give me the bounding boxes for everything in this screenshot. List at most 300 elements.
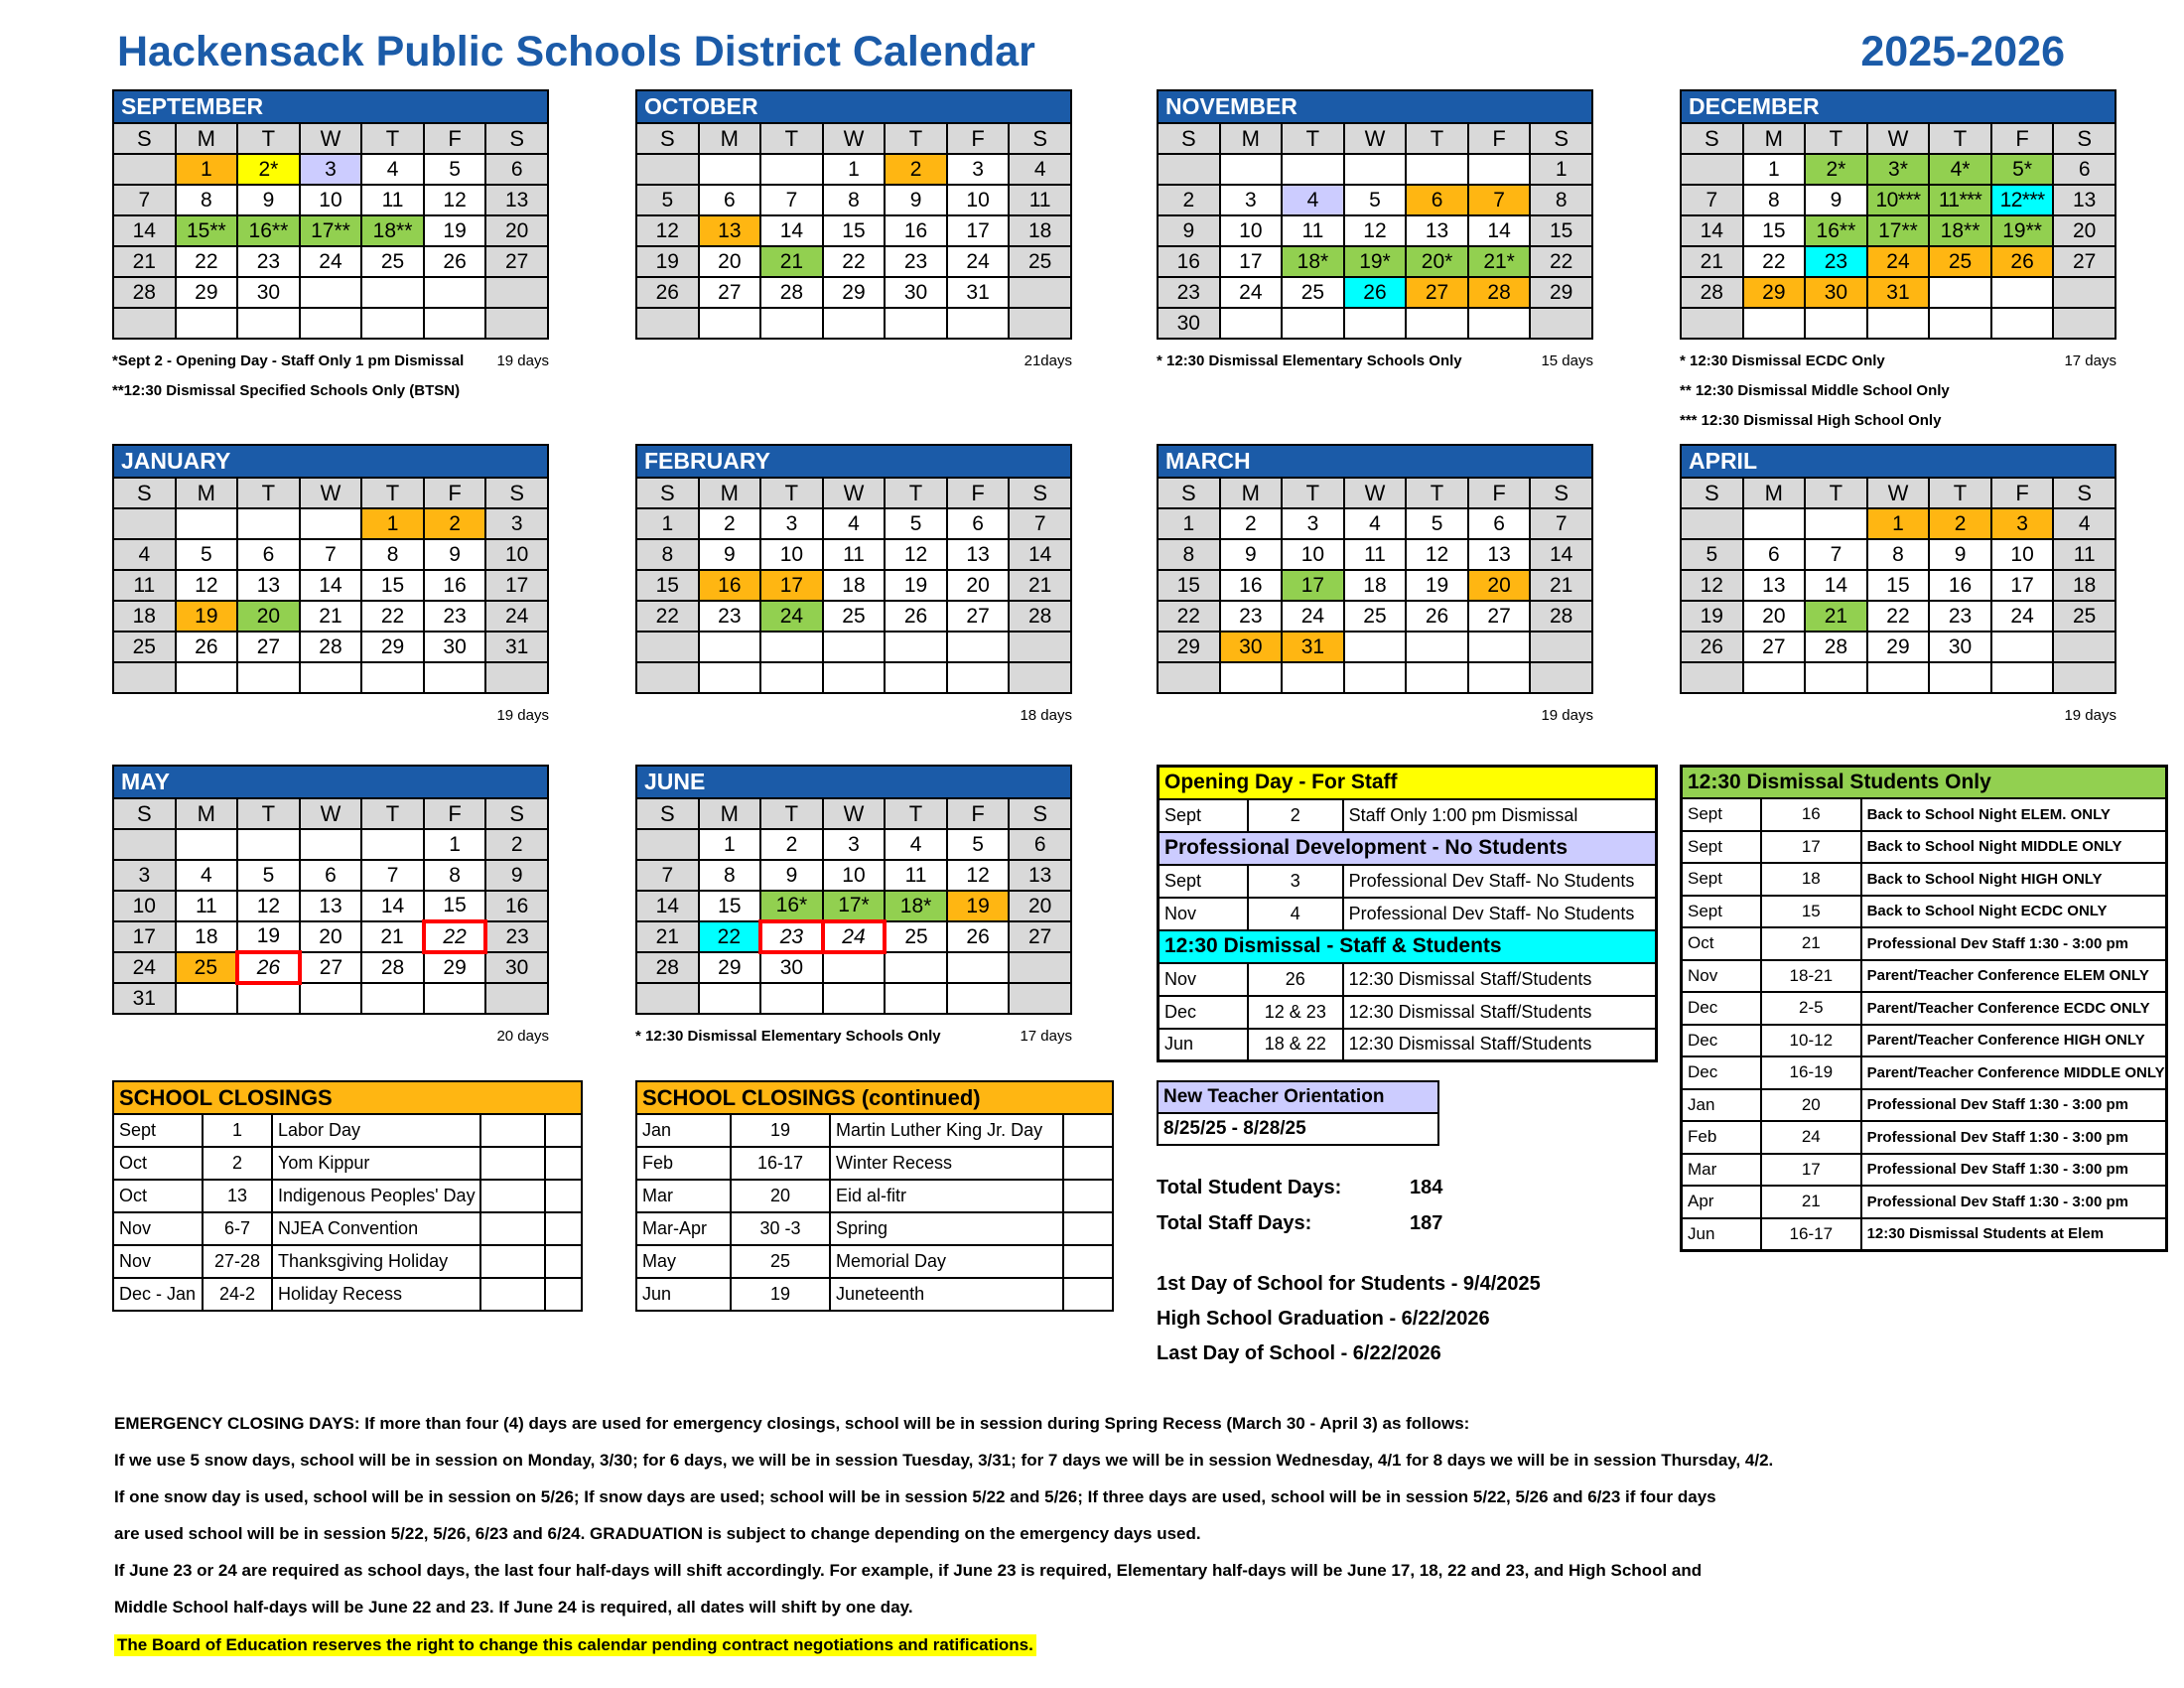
week-row [113, 983, 548, 1014]
day-cell: 29 [424, 952, 486, 983]
day-cell: 11 [1344, 539, 1407, 570]
day-cell: 30 [885, 277, 947, 308]
closing-description: Holiday Recess [272, 1278, 480, 1311]
day-cell [237, 829, 300, 860]
month-title: DECEMBER [1681, 90, 2116, 123]
event-month: Dec [1159, 996, 1249, 1029]
week-row [113, 154, 548, 185]
weekday-header-cell: T [361, 798, 424, 829]
day-cell [113, 508, 176, 539]
week-row [1158, 508, 1592, 539]
event-day: 16-17 [1761, 1218, 1861, 1251]
weekday-header-cell: M [1743, 123, 1806, 154]
day-cell [885, 952, 947, 983]
closings-title-row [113, 1081, 582, 1114]
event-description: Parent/Teacher Conference ECDC ONLY [1861, 992, 2167, 1025]
weekday-header-cell: M [699, 123, 761, 154]
day-cell [1009, 308, 1071, 339]
key-date: 1st Day of School for Students - 9/4/2025 [1157, 1273, 1541, 1295]
week-row [113, 662, 548, 693]
day-cell [237, 508, 300, 539]
day-cell: 31 [1282, 632, 1344, 662]
closing-day: 1 [203, 1114, 272, 1147]
event-day: 17 [1761, 1154, 1861, 1187]
week-row [636, 860, 1071, 891]
day-cell [699, 632, 761, 662]
event-description: Parent/Teacher Conference ELEM ONLY [1861, 960, 2167, 993]
day-cell: 5 [1344, 185, 1407, 215]
event-day: 16-19 [1761, 1056, 1861, 1089]
day-cell [885, 308, 947, 339]
day-cell: 2 [485, 829, 548, 860]
page-title: Hackensack Public Schools District Calendar [117, 28, 1035, 75]
staff-event-row [1159, 1029, 1657, 1061]
month-slot-june [635, 765, 1072, 1045]
day-cell: 22 [361, 601, 424, 632]
weekday-header-row [636, 123, 1071, 154]
day-cell: 19** [1991, 215, 2054, 246]
weekday-header-cell: W [1344, 478, 1407, 508]
event-description: Parent/Teacher Conference HIGH ONLY [1861, 1025, 2167, 1057]
month-calendar-february [635, 444, 1072, 694]
week-row [1158, 632, 1592, 662]
closing-description: Labor Day [272, 1114, 480, 1147]
empty-cell [1063, 1114, 1113, 1147]
staff-events-table [1157, 765, 1658, 1062]
month-days-count: 15 days [1541, 352, 1593, 369]
month-title: OCTOBER [636, 90, 1071, 123]
day-cell [636, 983, 699, 1014]
day-cell: 7 [1468, 185, 1531, 215]
day-cell: 21 [1681, 246, 1743, 277]
day-cell [1468, 308, 1531, 339]
day-cell [424, 277, 486, 308]
day-cell: 4 [1009, 154, 1071, 185]
event-day: 26 [1248, 963, 1343, 996]
weekday-header-cell: F [424, 798, 486, 829]
week-row [636, 891, 1071, 921]
month-note-text: * 12:30 Dismissal Elementary Schools Only [1157, 352, 1462, 369]
day-cell: 23 [885, 246, 947, 277]
day-cell: 11 [1282, 215, 1344, 246]
emergency-note-line: If June 23 or 24 are required as school days, the last four half-days will shift accordingly. For example, if June 23 is required, Elementary half-days will be June 17, 18, 22 and 23, and High School and [114, 1561, 1703, 1580]
weekday-header-cell: S [485, 798, 548, 829]
emergency-note-line: EMERGENCY CLOSING DAYS: If more than four (4) days are used for emergency closings, school will be in session during Spring Recess (March 30 - April 3) as follows: [114, 1414, 1470, 1433]
dismissal-row [1682, 798, 2167, 831]
day-cell [1220, 662, 1283, 693]
week-row [113, 891, 548, 921]
day-cell: 3 [823, 829, 886, 860]
day-cell [485, 277, 548, 308]
day-cell: 1 [1867, 508, 1930, 539]
day-cell: 20 [237, 601, 300, 632]
staff-event-row [1159, 996, 1657, 1029]
day-cell: 23 [424, 601, 486, 632]
day-cell: 20 [1743, 601, 1806, 632]
section-header: 12:30 Dismissal - Staff & Students [1159, 930, 1657, 963]
event-description: Professional Dev Staff 1:30 - 3:00 pm [1861, 1186, 2167, 1218]
board-note: The Board of Education reserves the right to change this calendar pending contract negotiations and ratifications. [114, 1634, 1036, 1656]
total-staff-days-label: Total Staff Days: [1157, 1212, 1312, 1234]
day-cell: 1 [636, 508, 699, 539]
day-cell [1805, 508, 1867, 539]
week-row [636, 508, 1071, 539]
weekday-header-cell: S [2053, 478, 2116, 508]
day-cell: 28 [113, 277, 176, 308]
event-description: Professional Dev Staff 1:30 - 3:00 pm [1861, 927, 2167, 960]
day-cell [424, 308, 486, 339]
day-cell [823, 662, 886, 693]
dismissal-row [1682, 863, 2167, 896]
closing-description: Spring [830, 1212, 1063, 1245]
event-day: 2-5 [1761, 992, 1861, 1025]
event-month: Sept [1682, 863, 1761, 896]
day-cell [699, 983, 761, 1014]
day-cell: 18 [176, 921, 238, 952]
day-cell: 18** [1929, 215, 1991, 246]
staff-event-row [1159, 898, 1657, 930]
event-day: 18 & 22 [1248, 1029, 1343, 1061]
week-row [636, 215, 1071, 246]
day-cell: 13 [237, 570, 300, 601]
event-day: 10-12 [1761, 1025, 1861, 1057]
month-days-count: 20 days [496, 1028, 549, 1045]
day-cell [699, 154, 761, 185]
day-cell: 11 [2053, 539, 2116, 570]
day-cell: 13 [1468, 539, 1531, 570]
dismissal-row [1682, 1089, 2167, 1122]
week-row [113, 185, 548, 215]
day-cell: 13 [1743, 570, 1806, 601]
day-cell: 25 [176, 952, 238, 983]
day-cell [947, 983, 1010, 1014]
day-cell [947, 952, 1010, 983]
day-cell [361, 662, 424, 693]
week-row [636, 154, 1071, 185]
day-cell [823, 308, 886, 339]
month-note [112, 1028, 549, 1045]
weekday-header-cell: W [1867, 478, 1930, 508]
event-day: 18 [1761, 863, 1861, 896]
week-row [113, 508, 548, 539]
day-cell [636, 662, 699, 693]
week-row [1158, 601, 1592, 632]
weekday-header-cell: W [300, 478, 362, 508]
weekday-header-cell: M [1220, 478, 1283, 508]
closing-day: 25 [731, 1245, 830, 1278]
closing-row [636, 1114, 1113, 1147]
day-cell: 19 [1681, 601, 1743, 632]
total-student-days [1157, 1177, 1534, 1199]
day-cell: 8 [1743, 185, 1806, 215]
day-cell [2053, 277, 2116, 308]
weekday-header-cell: F [1991, 123, 2054, 154]
week-row [636, 952, 1071, 983]
day-cell [885, 632, 947, 662]
weekday-header-cell: T [1406, 123, 1468, 154]
day-cell: 6 [1468, 508, 1531, 539]
month-slot-january [112, 444, 549, 724]
day-cell: 25 [1282, 277, 1344, 308]
day-cell [1282, 662, 1344, 693]
week-row [636, 662, 1071, 693]
closing-day: 24-2 [203, 1278, 272, 1311]
day-cell [1158, 154, 1220, 185]
day-cell: 20 [300, 921, 362, 952]
closings-table-el [635, 1080, 1114, 1312]
day-cell: 29 [176, 277, 238, 308]
day-cell: 21 [1530, 570, 1592, 601]
day-cell: 7 [1681, 185, 1743, 215]
month-days-count: 19 days [496, 352, 549, 369]
month-calendar-october [635, 89, 1072, 340]
event-description: Professional Dev Staff 1:30 - 3:00 pm [1861, 1154, 2167, 1187]
month-calendar-december [1680, 89, 2116, 340]
empty-cell [1063, 1147, 1113, 1180]
total-student-days-value: 184 [1410, 1177, 1443, 1198]
day-cell: 9 [1220, 539, 1283, 570]
day-cell [699, 662, 761, 693]
day-cell: 17 [113, 921, 176, 952]
day-cell: 14 [1530, 539, 1592, 570]
day-cell: 8 [1867, 539, 1930, 570]
staff-events-table-el [1157, 765, 1658, 1062]
day-cell: 10 [823, 860, 886, 891]
weekday-header-cell: T [1805, 478, 1867, 508]
day-cell: 28 [361, 952, 424, 983]
weekday-header-row [1158, 123, 1592, 154]
weekday-header-cell: T [1929, 478, 1991, 508]
day-cell: 30 [1220, 632, 1283, 662]
empty-cell [480, 1245, 545, 1278]
event-day: 12 & 23 [1248, 996, 1343, 1029]
day-cell [1468, 662, 1531, 693]
day-cell: 30 [1929, 632, 1991, 662]
event-description: Staff Only 1:00 pm Dismissal [1343, 799, 1657, 832]
weekday-header-cell: M [1743, 478, 1806, 508]
weekday-header-cell: T [760, 798, 823, 829]
month-title: SEPTEMBER [113, 90, 548, 123]
day-cell [1009, 277, 1071, 308]
day-cell [823, 952, 886, 983]
day-cell: 5 [424, 154, 486, 185]
emergency-notes-block [114, 1414, 2090, 1673]
day-cell [1282, 154, 1344, 185]
staff-event-row [1159, 799, 1657, 832]
week-row [636, 185, 1071, 215]
closing-day: 30 -3 [731, 1212, 830, 1245]
event-day: 16 [1761, 798, 1861, 831]
closing-month: Jan [636, 1114, 731, 1147]
day-cell [424, 662, 486, 693]
day-cell [1991, 277, 2054, 308]
closing-month: Mar-Apr [636, 1212, 731, 1245]
totals-block [1157, 1177, 1534, 1248]
day-cell [823, 983, 886, 1014]
day-cell: 28 [1681, 277, 1743, 308]
day-cell: 19 [237, 921, 300, 952]
day-cell: 15 [361, 570, 424, 601]
day-cell: 16 [1158, 246, 1220, 277]
month-header-row [636, 445, 1071, 478]
day-cell: 25 [823, 601, 886, 632]
school-closings-continued-table [635, 1080, 1114, 1312]
day-cell: 27 [699, 277, 761, 308]
event-day: 20 [1761, 1089, 1861, 1122]
day-cell: 18 [1344, 570, 1407, 601]
event-description: Back to School Night MIDDLE ONLY [1861, 831, 2167, 864]
month-slot-april [1680, 444, 2116, 724]
weekday-header-cell: W [300, 123, 362, 154]
day-cell: 12 [1344, 215, 1407, 246]
day-cell: 14 [1009, 539, 1071, 570]
day-cell: 30 [1158, 308, 1220, 339]
week-row [1158, 215, 1592, 246]
day-cell: 5 [885, 508, 947, 539]
day-cell [176, 508, 238, 539]
day-cell [1867, 662, 1930, 693]
week-row [113, 860, 548, 891]
day-cell: 15 [1743, 215, 1806, 246]
day-cell: 11 [885, 860, 947, 891]
day-cell [1406, 308, 1468, 339]
day-cell [176, 308, 238, 339]
key-dates-block [1157, 1273, 1541, 1377]
day-cell [237, 983, 300, 1014]
day-cell [1530, 662, 1592, 693]
day-cell: 4 [361, 154, 424, 185]
day-cell: 28 [1530, 601, 1592, 632]
day-cell [1530, 308, 1592, 339]
day-cell: 24 [300, 246, 362, 277]
closing-month: Dec - Jan [113, 1278, 203, 1311]
day-cell: 16** [1805, 215, 1867, 246]
month-title: JANUARY [113, 445, 548, 478]
day-cell [1743, 508, 1806, 539]
empty-cell [545, 1278, 582, 1311]
day-cell: 22 [1530, 246, 1592, 277]
day-cell: 2 [1929, 508, 1991, 539]
day-cell [300, 308, 362, 339]
weekday-header-cell: F [947, 478, 1010, 508]
week-row [1158, 662, 1592, 693]
day-cell: 9 [760, 860, 823, 891]
day-cell: 26 [1344, 277, 1407, 308]
month-title: JUNE [636, 766, 1071, 798]
day-cell: 7 [1530, 508, 1592, 539]
day-cell: 12 [237, 891, 300, 921]
dismissal-row [1682, 1056, 2167, 1089]
day-cell [1158, 662, 1220, 693]
emergency-note-line: If we use 5 snow days, school will be in session on Monday, 3/30; for 6 days, we will be in session Tuesday, 3/31; for 7 days we will be in session Wednesday, 4/1 for 8 days we will be in session Thursday, 4/2. [114, 1451, 1774, 1470]
closing-row [113, 1114, 582, 1147]
day-cell: 11 [823, 539, 886, 570]
day-cell: 3 [1220, 185, 1283, 215]
day-cell: 14 [1681, 215, 1743, 246]
day-cell: 27 [1406, 277, 1468, 308]
weekday-header-cell: S [1158, 478, 1220, 508]
day-cell: 31 [485, 632, 548, 662]
day-cell: 9 [699, 539, 761, 570]
month-note-text: * 12:30 Dismissal Elementary Schools Only [635, 1028, 941, 1045]
month-slot-march [1157, 444, 1593, 724]
weekday-header-cell: W [823, 123, 886, 154]
month-header-row [636, 90, 1071, 123]
emergency-note-line: Middle School half-days will be June 22 and 23. If June 24 is required, all dates will shift by one day. [114, 1598, 913, 1617]
day-cell: 4 [885, 829, 947, 860]
weekday-header-cell: T [760, 478, 823, 508]
day-cell: 25 [885, 921, 947, 952]
day-cell: 22 [1867, 601, 1930, 632]
week-row [636, 277, 1071, 308]
day-cell: 17 [485, 570, 548, 601]
day-cell: 21* [1468, 246, 1531, 277]
day-cell: 20 [947, 570, 1010, 601]
closing-row [636, 1245, 1113, 1278]
month-note [112, 707, 549, 724]
day-cell [1344, 632, 1407, 662]
weekday-header-cell: T [1406, 478, 1468, 508]
nto-dates-row [1158, 1113, 1438, 1145]
school-year: 2025-2026 [1860, 28, 2065, 75]
week-row [1681, 154, 2116, 185]
month-header-row [113, 766, 548, 798]
day-cell: 1 [699, 829, 761, 860]
month-days-count: 19 days [496, 707, 549, 724]
day-cell: 2* [237, 154, 300, 185]
weekday-header-cell: M [699, 798, 761, 829]
event-description: Professional Dev Staff 1:30 - 3:00 pm [1861, 1089, 2167, 1122]
day-cell: 23 [760, 921, 823, 952]
weekday-header-cell: T [1282, 478, 1344, 508]
day-cell: 2 [1220, 508, 1283, 539]
day-cell [823, 632, 886, 662]
day-cell [485, 308, 548, 339]
weekday-header-cell: T [361, 478, 424, 508]
closing-month: Jun [636, 1278, 731, 1311]
event-description: Back to School Night ELEM. ONLY [1861, 798, 2167, 831]
day-cell: 22 [699, 921, 761, 952]
day-cell: 13 [1009, 860, 1071, 891]
day-cell: 29 [1158, 632, 1220, 662]
day-cell: 7 [760, 185, 823, 215]
day-cell: 18* [885, 891, 947, 921]
day-cell [237, 662, 300, 693]
day-cell: 28 [1009, 601, 1071, 632]
day-cell: 10*** [1867, 185, 1930, 215]
day-cell: 16 [424, 570, 486, 601]
day-cell: 10 [1282, 539, 1344, 570]
day-cell [1681, 508, 1743, 539]
day-cell [176, 829, 238, 860]
day-cell: 1 [1530, 154, 1592, 185]
closing-description: Yom Kippur [272, 1147, 480, 1180]
day-cell: 15** [176, 215, 238, 246]
day-cell: 17 [1282, 570, 1344, 601]
closing-row [113, 1245, 582, 1278]
day-cell [885, 662, 947, 693]
weekday-header-cell: W [823, 798, 886, 829]
weekday-header-cell: T [237, 478, 300, 508]
day-cell: 3* [1867, 154, 1930, 185]
closing-month: Nov [113, 1212, 203, 1245]
day-cell: 2 [424, 508, 486, 539]
day-cell: 27 [300, 952, 362, 983]
month-header-row [1681, 445, 2116, 478]
day-cell [760, 632, 823, 662]
weekday-header-cell: T [1929, 123, 1991, 154]
day-cell: 15 [424, 891, 486, 921]
